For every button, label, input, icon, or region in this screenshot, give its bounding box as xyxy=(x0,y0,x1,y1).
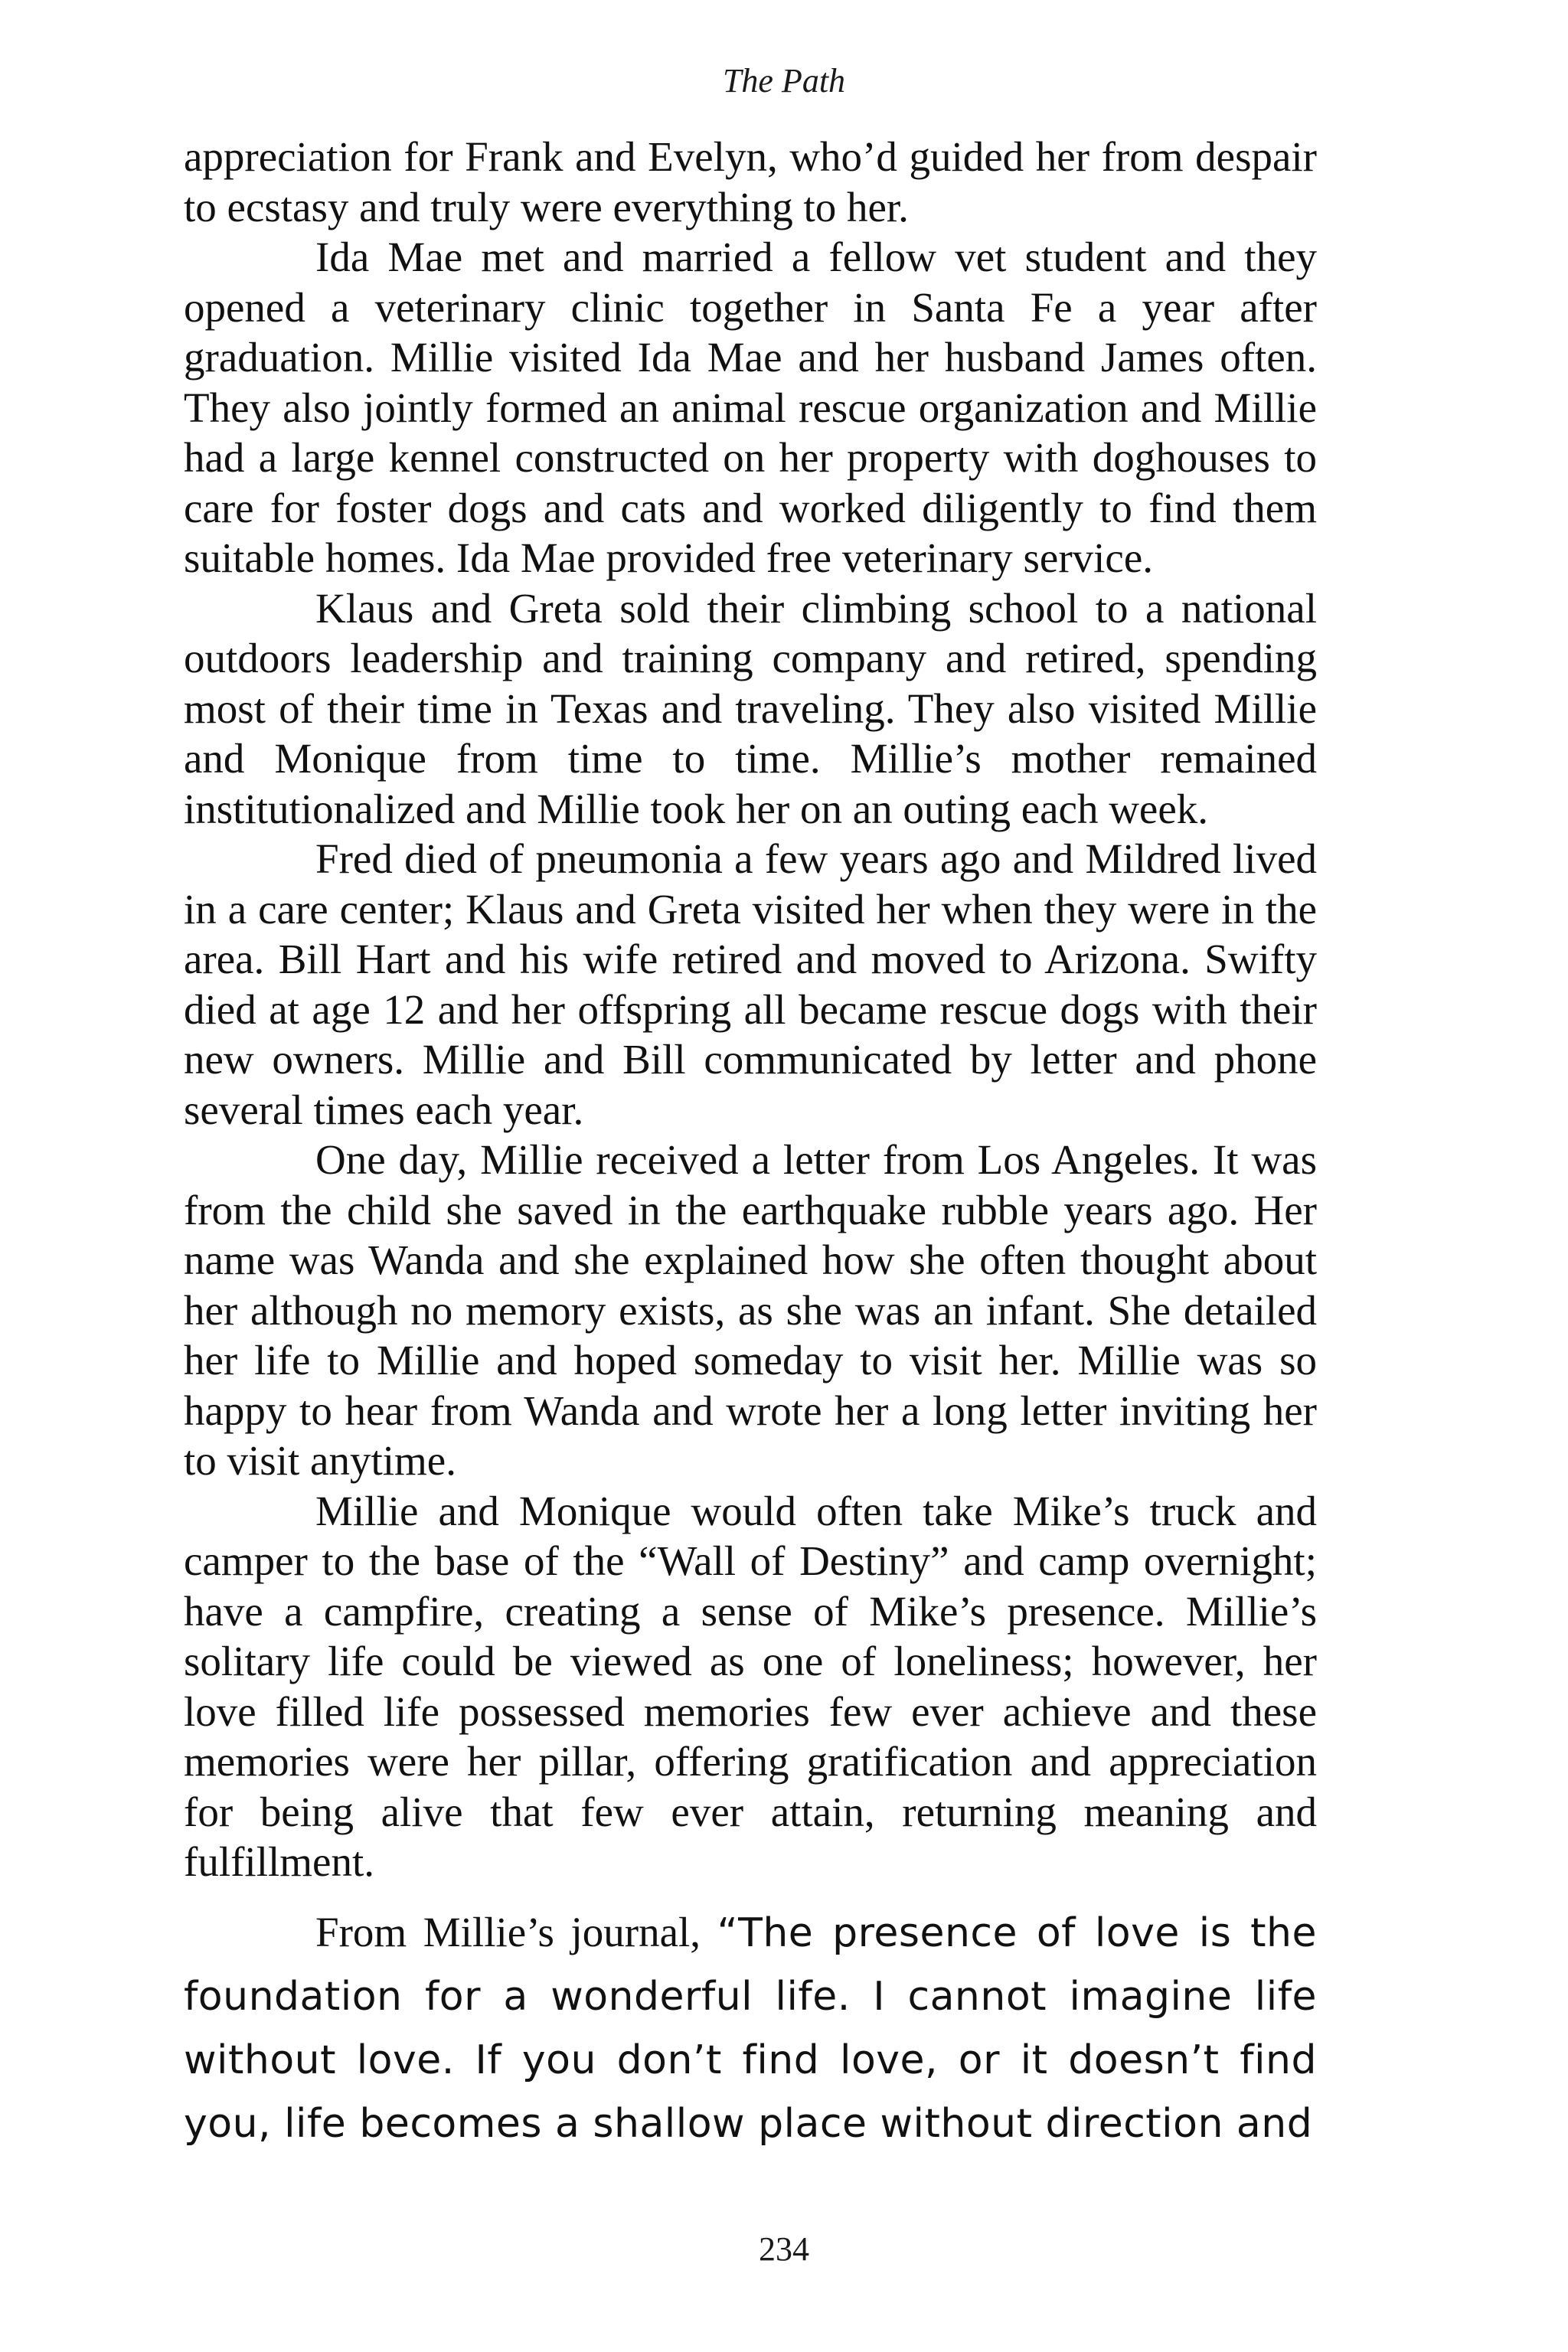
paragraph-fred-mildred: Fred died of pneumonia a few years ago and Mildred lived in a care center; Klaus and Greta visited her when they were in the area. Bill Hart and his wife retired and moved to Arizona. Swifty died at age 12 and her offspring all became rescue dogs with their new owners. Millie and Bill communicated by letter and phone several times each year. xyxy=(184,835,1317,1133)
paragraph-wall-of-destiny: Millie and Monique would often take Mike’s truck and camper to the base of the “Wall of Destiny” and camp overnight; have a campfire, creating a sense of Mike’s presence. Millie’s solitary life could be viewed as one of loneliness; however, her love filled life possessed memories few ever achieve and these memories were her pillar, offering gratification and appreciation for being alive that few ever attain, returning meaning and fulfillment. xyxy=(184,1487,1317,1885)
body-text xyxy=(184,132,1317,2155)
paragraph-journal xyxy=(184,1901,1317,2155)
paragraph-ida-mae: Ida Mae met and married a fellow vet student and they opened a veterinary clinic together in Santa Fe a year after graduation. Millie visited Ida Mae and her husband James often. They also jointly formed an animal rescue organization and Millie had a large kennel constructed on her property with doghouses to care for foster dogs and cats and worked diligently to find them suitable homes. Ida Mae provided free veterinary service. xyxy=(184,234,1317,581)
paragraph-klaus-greta: Klaus and Greta sold their climbing school to a national outdoors leadership and training company and retired, spending most of their time in Texas and traveling. They also visited Millie and Monique from time to time. Millie’s mother remained institutionalized and Millie took her on an outing each week. xyxy=(184,584,1317,832)
paragraph-wanda-letter: One day, Millie received a letter from Los Angeles. It was from the child she saved in the earthquake rubble years ago. Her name was Wanda and she explained how she often thought about her although no memory exists, as she was an infant. She detailed her life to Millie and hoped someday to visit her. Millie was so happy to hear from Wanda and wrote her a long letter inviting her to visit anytime. xyxy=(184,1136,1317,1484)
journal-quote-text: “The presence of love is the foundation for a wonderful life. I cannot imagine life without love. If you don’t find love, or it doesn’t find you, life becomes a shallow place without direction and xyxy=(184,1909,1317,2147)
running-head-title: The Path xyxy=(722,62,846,100)
journal-lead-text: From Millie’s journal, xyxy=(315,1908,717,1955)
page-number: 234 xyxy=(759,2230,809,2268)
paragraph-continuation: appreciation for Frank and Evelyn, who’d guided her from despair to ecstasy and truly were everything to her. xyxy=(184,133,1317,230)
